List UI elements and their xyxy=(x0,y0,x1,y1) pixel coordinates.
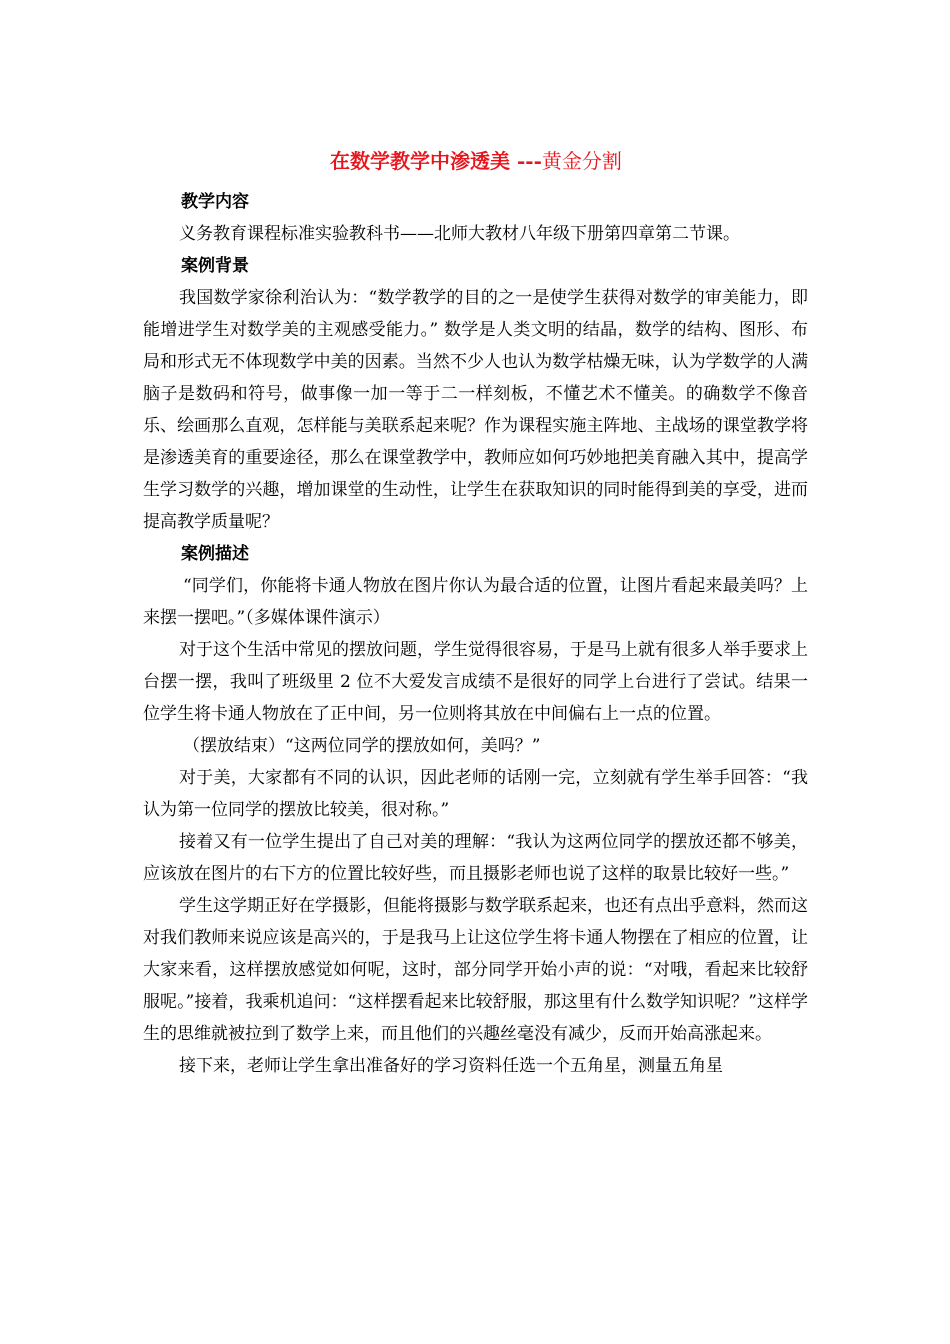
document-title xyxy=(143,142,808,180)
title-subtitle: 黄金分割 xyxy=(541,149,622,173)
document-body xyxy=(143,142,808,1082)
paragraph-teacher-question: “同学们，你能将卡通人物放在图片你认为最合适的位置，让图片看起来最美吗？上来摆一摆吧。”（多媒体课件演示） xyxy=(143,576,808,628)
paragraph-placement-end: （摆放结束）“这两位同学的摆放如何，美吗？” xyxy=(183,736,541,756)
title-dash: --- xyxy=(510,149,542,173)
paragraph-second-answer: 接着又有一位学生提出了自己对美的理解：“我认为这两位同学的摆放还都不够美，应该放在图片的右下方的位置比较好些，而且摄影老师也说了这样的取景比较好一些。” xyxy=(143,832,808,884)
section-heading-case-background: 案例背景 xyxy=(181,256,249,276)
paragraph-first-answer: 对于美，大家都有不同的认识，因此老师的话刚一完，立刻就有学生举手回答：“我认为第一位同学的摆放比较美，很对称。” xyxy=(143,768,808,820)
title-main: 在数学教学中渗透美 xyxy=(330,149,510,173)
paragraph-student-attempt: 对于这个生活中常见的摆放问题，学生觉得很容易，于是马上就有很多人举手要求上台摆一摆，我叫了班级里 2 位不大爱发言成绩不是很好的同学上台进行了尝试。结果一位学生将卡通人物放在了正中间，另一位则将其放在中间偏右上一点的位置。 xyxy=(143,640,808,724)
section-heading-teaching-content: 教学内容 xyxy=(181,192,249,212)
paragraph-teaching-content: 义务教育课程标准实验教科书——北师大教材八年级下册第四章第二节课。 xyxy=(179,224,740,244)
section-heading-case-description: 案例描述 xyxy=(181,544,249,564)
paragraph-photography: 学生这学期正好在学摄影，但能将摄影与数学联系起来，也还有点出乎意料，然而这对我们教师来说应该是高兴的，于是我马上让这位学生将卡通人物摆在了相应的位置，让大家来看，这样摆放感觉如何呢，这时，部分同学开始小声的说：“对哦，看起来比较舒服呢。”接着，我乘机追问：“这样摆看起来比较舒服，那这里有什么数学知识呢？”这样学生的思维就被拉到了数学上来，而且他们的兴趣丝毫没有减少，反而开始高涨起来。 xyxy=(143,896,808,1044)
paragraph-case-background: 我国数学家徐利治认为：“数学教学的目的之一是使学生获得对数学的审美能力，即能增进学生对数学美的主观感受能力。” 数学是人类文明的结晶，数学的结构、图形、布局和形式无不体现数学中美的因素。当然不少人也认为数学枯燥无味，认为学数学的人满脑子是数码和符号，做事像一加一等于二一样刻板，不懂艺术不懂美。的确数学不像音乐、绘画那么直观，怎样能与美联系起来呢？作为课程实施主阵地、主战场的课堂教学将是渗透美育的重要途径，那么在课堂教学中，教师应如何巧妙地把美育融入其中，提高学生学习数学的兴趣，增加课堂的生动性，让学生在获取知识的同时能得到美的享受，进而提高教学质量呢？ xyxy=(143,288,808,532)
paragraph-next-step: 接下来，老师让学生拿出准备好的学习资料任选一个五角星，测量五角星 xyxy=(179,1056,723,1076)
